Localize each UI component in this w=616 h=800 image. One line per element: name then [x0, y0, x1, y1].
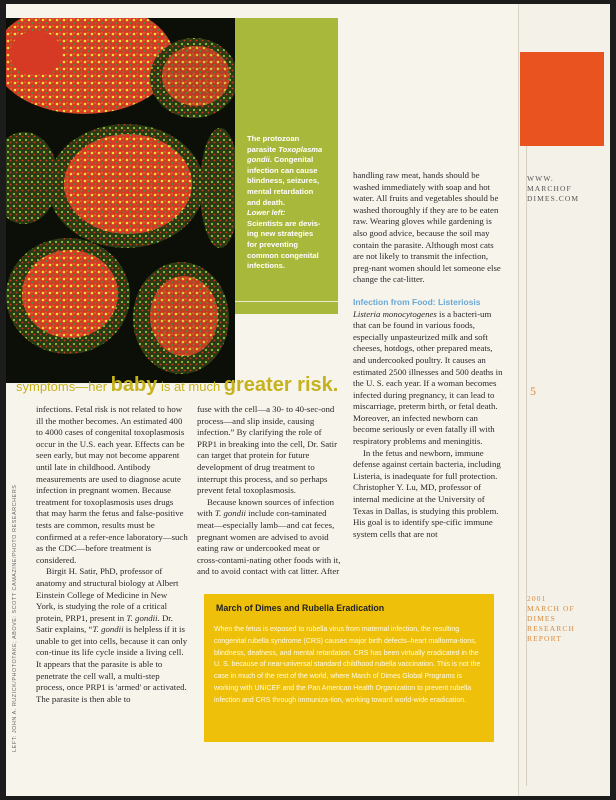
caption-line: ing new strategies — [247, 229, 314, 239]
pull-quote-text: is at much — [157, 379, 224, 394]
page-number: 5 — [530, 384, 536, 398]
paragraph: infections. Fetal risk is not related to how ill the mother becomes. An estimated 400 to 4000 cases of congenital toxoplasmosis occur in the U.S. each year. Effects can be seen early, but may not become apparent until late in childhood. Antibody measurements are used to diagnose acute infection in pregnant women. Because treatment for toxoplasmosis uses drugs that may harm the fetus and false-positive tests are common, results must be confirmed at a refer-ence laboratory—such as the CDC—before treatment is considered. — [36, 404, 188, 565]
text-run: Birgit H. Satir, PhD, professor of anatomy and structural biology at Albert Einstein College of Medicine in New York, is studying the role of a critical protein, PRP1, present in — [36, 566, 179, 623]
text-run: include con-taminated meat—especially lamb—and cat feces, pregnant women are advised to avoid eating raw or undercooked meat or cross-contami-nating other foods with it, and to avoid contact with cat litter. After — [197, 508, 341, 577]
paragraph — [197, 497, 342, 578]
report-line: REPORT — [527, 634, 562, 643]
text-run: is helpless if it is unable to get into cells, because it can only con-tinue its life cycle inside a living cell. It appears that the parasite is able to penetrate the cell wall, a multi-step process, once PRP1 is 'armed' or activated. The parasite is then able to — [36, 624, 188, 704]
page — [6, 4, 610, 796]
italic-run: T. gondii — [92, 624, 124, 635]
paragraph — [36, 566, 188, 705]
text-run: . Dr. Satir explains, “ — [36, 612, 173, 635]
caption-text: . Congenital — [269, 155, 314, 165]
body-column-2 — [197, 404, 342, 578]
paragraph: handling raw meat, hands should be washed immediately with soap and hot water. All fruits and vegetables should be washed thoroughly if they are to be eaten raw. Wearing gloves while gardening is also good advice, because the soil may contain the parasite. Although most cats are not likely to transmit the infection, preg-nant women should let someone else change the cat-litter. — [353, 170, 501, 285]
caption-italic: Toxoplasma — [278, 144, 323, 154]
paragraph: fuse with the cell—a 30- to 40-sec-ond process—and slip inside, causing infection.” By clarifying the role of PRP1 in breaking into the cell, Dr. Satir can target that protein for future development of drug treatment to interrupt this process, and so perhaps prevent fetal toxoplasmosis. — [197, 404, 338, 496]
caption-text: parasite — [247, 144, 279, 154]
pull-quote-text: symptoms—her — [16, 379, 111, 394]
italic-run: Listeria monocytogenes — [353, 308, 437, 319]
report-line: RESEARCH — [527, 624, 575, 633]
report-label — [527, 594, 607, 644]
caption-line: and death. — [247, 197, 285, 207]
caption-line — [247, 145, 335, 156]
text-run: Because known sources of infection with — [197, 496, 335, 519]
website-url[interactable] — [527, 174, 607, 204]
caption-line: common congenital — [247, 250, 319, 260]
caption-line: Lower left: — [247, 208, 286, 218]
sidebar-box-title: March of Dimes and Rubella Eradication — [216, 603, 385, 613]
photo-credit: LEFT: JOHN A. RUZICK/PHOTOTAKE; ABOVE: SCOTT CAMAZINE/PHOTO RESEARCHERS — [12, 484, 18, 752]
pull-quote-emphasis: baby — [110, 374, 158, 396]
body-column-3 — [353, 170, 503, 540]
paragraph: In the fetus and newborn, immune defense against certain bacteria, including Listeria, is inadequate for full protection. Christopher Y. Lu, MD, professor of internal medicine at the University of Texas in Dallas, is studying this problem. His goal is to identify spe-cific immune system cells that are not — [353, 447, 501, 539]
url-line: WWW. — [527, 174, 554, 183]
micrograph-photo — [6, 18, 235, 383]
italic-run: T. gondii — [126, 612, 158, 623]
margin-rule — [526, 146, 527, 786]
section-heading: Infection from Food: Listeriosis — [353, 296, 481, 307]
caption-line: The protozoan — [247, 134, 300, 143]
caption-italic: gondii — [247, 155, 270, 165]
rubella-sidebar-box — [204, 594, 494, 742]
italic-run: T. gondii — [214, 508, 246, 519]
pull-quote — [16, 374, 338, 397]
caption-line: infections. — [247, 261, 285, 271]
caption-line: blindness, seizures, — [247, 176, 320, 186]
caption-line: Scientists are devis- — [247, 218, 321, 228]
text-run: is a bacteri-um that can be found in various foods, especially unpasteurized milk and soft cheeses, hotdogs, other prepared meats, and undercooked poultry. It causes an estimated 2500 illnesses and 500 deaths in the U. S. each year. If a woman becomes infected during pregnancy, it can lead to miscarriage, preterm birth, or fetal death. Moreover, an infected newborn can become seriously or even fatally ill with respiratory problems and meningitis. — [353, 308, 503, 447]
toxoplasma-micrograph-image — [6, 18, 235, 383]
body-column-1 — [36, 404, 188, 705]
photo-caption — [247, 134, 335, 272]
caption-line: for preventing — [247, 239, 299, 249]
caption-line — [247, 155, 335, 166]
sidebar-box-text: When the fetus is exposed to rubella virus from maternal infection, the resulting congenital rubella syndrome (CRS) causes major birth defects–heart malforma-tions, blindness, deafness, and mental retardation. CRS has been virtually eradicated in the U. S. because of near-universal standard childhood rubella vaccination. This is not the case in much of the rest of the world, where March of Dimes Global Programs is working with UNICEF and the Pan American Health Organization to prevent rubella infection and CRS through immuniza-tion, working toward world-wide eradication. — [214, 626, 481, 704]
caption-line: infection can cause — [247, 165, 318, 175]
report-line: 2001 — [527, 594, 547, 603]
paragraph — [353, 309, 503, 448]
orange-accent-block — [520, 52, 604, 146]
caption-line: mental retardation — [247, 186, 314, 196]
url-line: MARCHOF — [527, 184, 572, 193]
report-line: DIMES — [527, 614, 556, 623]
report-line: MARCH OF — [527, 604, 575, 613]
pull-quote-emphasis: greater risk. — [223, 374, 339, 396]
caption-rule — [235, 301, 338, 302]
url-line: DIMES.COM — [527, 194, 580, 203]
